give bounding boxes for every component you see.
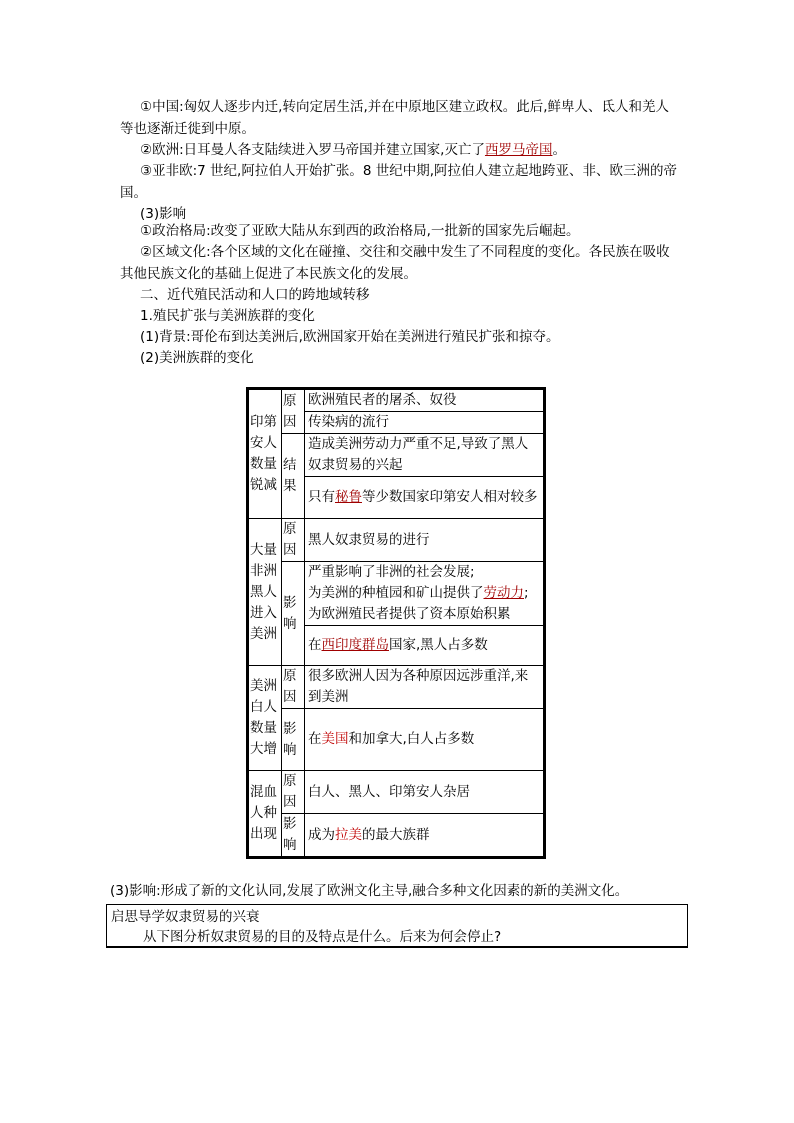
- effect-label: 影响: [282, 562, 305, 666]
- paragraph-impact-culture: (3)影响:形成了新的文化认同,发展了欧洲文化主导,融合多种文化因素的新的美洲文化。: [110, 883, 629, 899]
- group-label-white-increase: 美洲白人数量大增: [248, 666, 282, 771]
- group-label-native-decline: 印第安人数量锐减: [248, 389, 282, 519]
- text: 只有: [308, 489, 335, 505]
- text-line: [308, 583, 540, 604]
- paragraph-background: (1)背景:哥伦布到达美洲后,欧洲国家开始在美洲进行殖民扩张和掠夺。: [140, 329, 560, 345]
- text: ;: [524, 585, 529, 601]
- paragraph-china-migration: ①中国:匈奴人逐步内迁,转向定居生活,并在中原地区建立政权。此后,鲜卑人、氐人和羌人等也逐渐迁徙到中原。: [120, 99, 670, 137]
- reason-label: 原因: [282, 666, 305, 709]
- text-line: 严重影响了非洲的社会发展;: [308, 564, 475, 580]
- table-cell: 黑人奴隶贸易的进行: [305, 519, 545, 562]
- reason-label: 原因: [282, 771, 305, 814]
- text: 等少数国家印第安人相对较多: [362, 489, 538, 505]
- text: 成为: [308, 826, 335, 843]
- table-cell: 造成美洲劳动力严重不足,导致了黑人奴隶贸易的兴起: [305, 434, 545, 477]
- paragraph-political-pattern: ①政治格局:改变了亚欧大陆从东到西的政治格局,一批新的国家先后崛起。: [140, 223, 580, 239]
- table-cell: [305, 709, 545, 771]
- text: 和加拿大,白人占多数: [348, 731, 475, 747]
- table-cell: 很多欧洲人因为各种原因远涉重洋,来到美洲: [305, 666, 545, 709]
- text: ②欧洲:日耳曼人各支陆续进入罗马帝国并建立国家,灭亡了: [140, 142, 485, 158]
- paragraph-europe-migration: [120, 140, 680, 162]
- text: 的最大族群: [362, 826, 430, 843]
- table-cell: [305, 626, 545, 666]
- text: 。: [552, 142, 566, 158]
- group-label-african-arrival: 大量非洲黑人进入美洲: [248, 519, 282, 666]
- text-line: 为欧洲殖民者提供了资本原始积累: [308, 606, 511, 622]
- link-peru[interactable]: 秘鲁: [335, 489, 362, 505]
- heading-impact: (3)影响: [140, 206, 187, 222]
- subheading-colonial-expansion: 1.殖民扩张与美洲族群的变化: [140, 308, 315, 324]
- ethnic-change-table: [246, 387, 546, 859]
- link-west-indies[interactable]: 西印度群岛: [321, 637, 389, 653]
- table-cell: 白人、黑人、印第安人杂居: [305, 771, 545, 814]
- result-label: 结果: [282, 434, 305, 519]
- effect-label: 影响: [282, 814, 305, 858]
- box-question: 从下图分析奴隶贸易的目的及特点是什么。后来为何会停止?: [143, 929, 502, 945]
- table-cell: [305, 814, 545, 858]
- section-heading-colonial: 二、近代殖民活动和人口的跨地域转移: [140, 287, 370, 303]
- link-labor[interactable]: 劳动力: [483, 585, 524, 601]
- text: 在: [308, 731, 322, 747]
- effect-label: 影响: [282, 709, 305, 771]
- paragraph-arab-expansion: ③亚非欧:7 世纪,阿拉伯人开始扩张。8 世纪中期,阿拉伯人建立起地跨亚、非、欧三洲的帝国。: [120, 163, 677, 201]
- table-cell: [305, 562, 545, 626]
- text: 国家,黑人占多数: [389, 637, 488, 653]
- group-label-mixed-race: 混血人种出现: [248, 771, 282, 858]
- reason-label: 原因: [282, 519, 305, 562]
- link-latin-america[interactable]: 拉美: [335, 826, 362, 843]
- table-cell: 欧洲殖民者的屠杀、奴役: [305, 389, 545, 412]
- box-title: 启思导学奴隶贸易的兴衰: [111, 909, 260, 925]
- heading-ethnic-change: (2)美洲族群的变化: [140, 350, 254, 366]
- text: 为美洲的种植园和矿山提供了: [308, 585, 484, 601]
- table-cell: [305, 477, 545, 519]
- paragraph-regional-culture: ②区域文化:各个区域的文化在碰撞、交往和交融中发生了不同程度的变化。各民族在吸收其他民族文化的基础上促进了本民族文化的发展。: [120, 244, 670, 282]
- table-cell: 传染病的流行: [305, 412, 545, 434]
- link-western-roman-empire[interactable]: 西罗马帝国: [484, 142, 553, 158]
- reason-label: 原因: [282, 389, 305, 434]
- guided-question-box: [106, 904, 688, 948]
- text: 在: [308, 637, 322, 653]
- link-usa[interactable]: 美国: [321, 731, 349, 747]
